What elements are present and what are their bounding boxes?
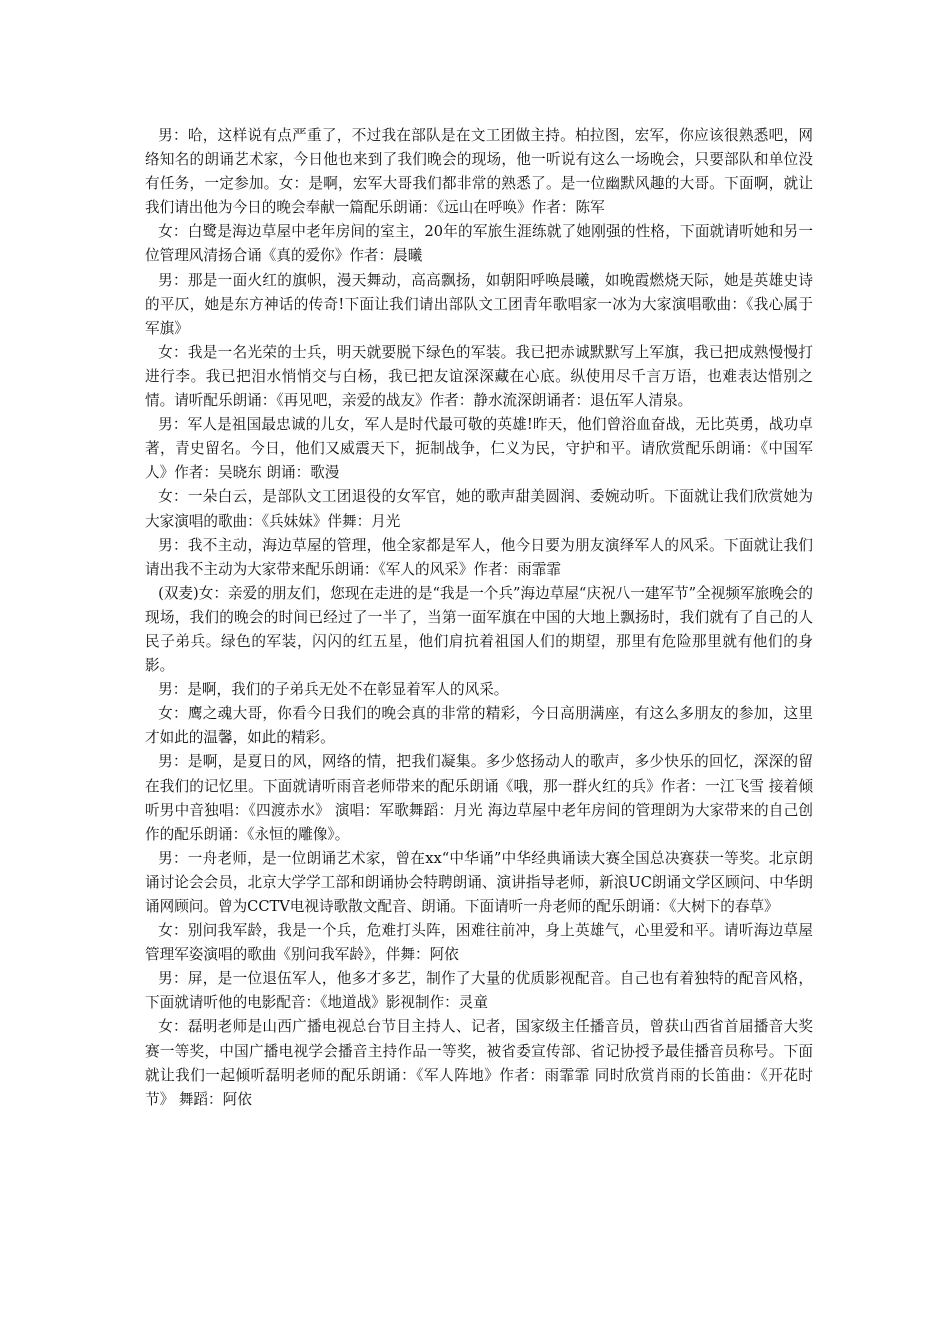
paragraph: 男：那是一面火红的旗帜，漫天舞动，高高飘扬，如朝阳呼唤晨曦，如晚霞燃烧天际，她是英雄史诗的平仄，她是东方神话的传奇!下面让我们请出部队文工团青年歌唱家一冰为大家演唱歌曲：《我心属于军旗》: [145, 271, 813, 337]
paragraph: 女：鹰之魂大哥，你看今日我们的晚会真的非常的精彩，今日高朋满座，有这么多朋友的参加，这里才如此的温馨，如此的精彩。: [145, 705, 813, 747]
paragraph: 男：军人是祖国最忠诚的儿女，军人是时代最可敬的英雄!昨天，他们曾浴血奋战，无比英勇，战功卓著，青史留名。今日，他们又威震天下，扼制战争，仁义为民，守护和平。请欣赏配乐朗诵：《中国军人》作者：吴晓东 朗诵：歌漫: [145, 416, 813, 482]
paragraph: 男：一舟老师，是一位朗诵艺术家，曾在xx“中华诵”中华经典诵读大赛全国总决赛获一等奖。北京朗诵讨论会会员，北京大学学工部和朗诵协会特聘朗诵、演讲指导老师，新浪UC朗诵文学区顾问、中华朗诵网顾问。曾为CCTV电视诗歌散文配音、朗诵。下面请听一舟老师的配乐朗诵：《大树下的春草》: [145, 849, 813, 915]
paragraph: (双麦)女：亲爱的朋友们，您现在走进的是“我是一个兵”海边草屋“庆祝八一建军节”全视频军旅晚会的现场，我们的晚会的时间已经过了一半了，当第一面军旗在中国的大地上飘扬时，我们就有了自己的人民子弟兵。绿色的军装，闪闪的红五星，他们肩抗着祖国人们的期望，那里有危险那里就有他们的身影。: [145, 584, 813, 675]
paragraph: 女：一朵白云，是部队文工团退役的女军官，她的歌声甜美圆润、委婉动听。下面就让我们欣赏她为大家演唱的歌曲：《兵妹妹》伴舞：月光: [145, 488, 813, 530]
document-body: [145, 124, 813, 1112]
paragraph: 女：磊明老师是山西广播电视总台节目主持人、记者，国家级主任播音员，曾获山西省首届播音大奖赛一等奖，中国广播电视学会播音主持作品一等奖，被省委宣传部、省记协授予最佳播音员称号。下面就让我们一起倾听磊明老师的配乐朗诵：《军人阵地》作者：雨霏霏 同时欣赏肖雨的长笛曲：《开花时节》 舞蹈：阿依: [145, 1018, 813, 1108]
paragraph: 女：我是一名光荣的士兵，明天就要脱下绿色的军装。我已把赤诚默默写上军旗，我已把成熟慢慢打进行李。我已把泪水悄悄交与白杨，我已把友谊深深藏在心底。纵使用尽千言万语，也难表达惜别之情。请听配乐朗诵：《再见吧，亲爱的战友》作者：静水流深朗诵者：退伍军人清泉。: [145, 343, 813, 410]
paragraph: 女：别问我军龄，我是一个兵，危难打头阵，困难往前冲，身上英雄气，心里爱和平。请听海边草屋管理军姿演唱的歌曲《别问我军龄》，伴舞：阿依: [145, 922, 813, 964]
paragraph: 男：我不主动，海边草屋的管理，他全家都是军人，他今日要为朋友演绎军人的风采。下面就让我们请出我不主动为大家带来配乐朗诵：《军人的风采》作者：雨霏霏: [145, 536, 813, 578]
paragraph: 男：哈，这样说有点严重了，不过我在部队是在文工团做主持。柏拉图，宏军，你应该很熟悉吧，网络知名的朗诵艺术家，今日他也来到了我们晚会的现场，他一听说有这么一场晚会，只要部队和单位没有任务，一定参加。女：是啊，宏军大哥我们都非常的熟悉了。是一位幽默风趣的大哥。下面啊，就让我们请出他为今日的晚会奉献一篇配乐朗诵：《远山在呼唤》作者：陈军: [145, 127, 813, 217]
paragraph: 男：是啊，是夏日的风，网络的情，把我们凝集。多少悠扬动人的歌声，多少快乐的回忆，深深的留在我们的记忆里。下面就请听雨音老师带来的配乐朗诵《哦，那一群火红的兵》作者：一江飞雪 接着倾听男中音独唱：《四渡赤水》 演唱：军歌舞蹈：月光 海边草屋中老年房间的管理朗为大家带来的自己创作的配乐朗诵：《永恒的雕像》。: [145, 753, 813, 843]
paragraph: 男：是啊，我们的子弟兵无处不在彰显着军人的风采。: [158, 681, 509, 699]
paragraph: 女：白鹭是海边草屋中老年房间的室主，20年的军旅生涯练就了她刚强的性格，下面就请听她和另一位管理风清扬合诵《真的爱你》作者：晨曦: [145, 223, 813, 265]
paragraph: 男：屏，是一位退伍军人，他多才多艺，制作了大量的优质影视配音。自己也有着独特的配音风格，下面就请听他的电影配音：《地道战》影视制作：灵童: [145, 970, 813, 1012]
